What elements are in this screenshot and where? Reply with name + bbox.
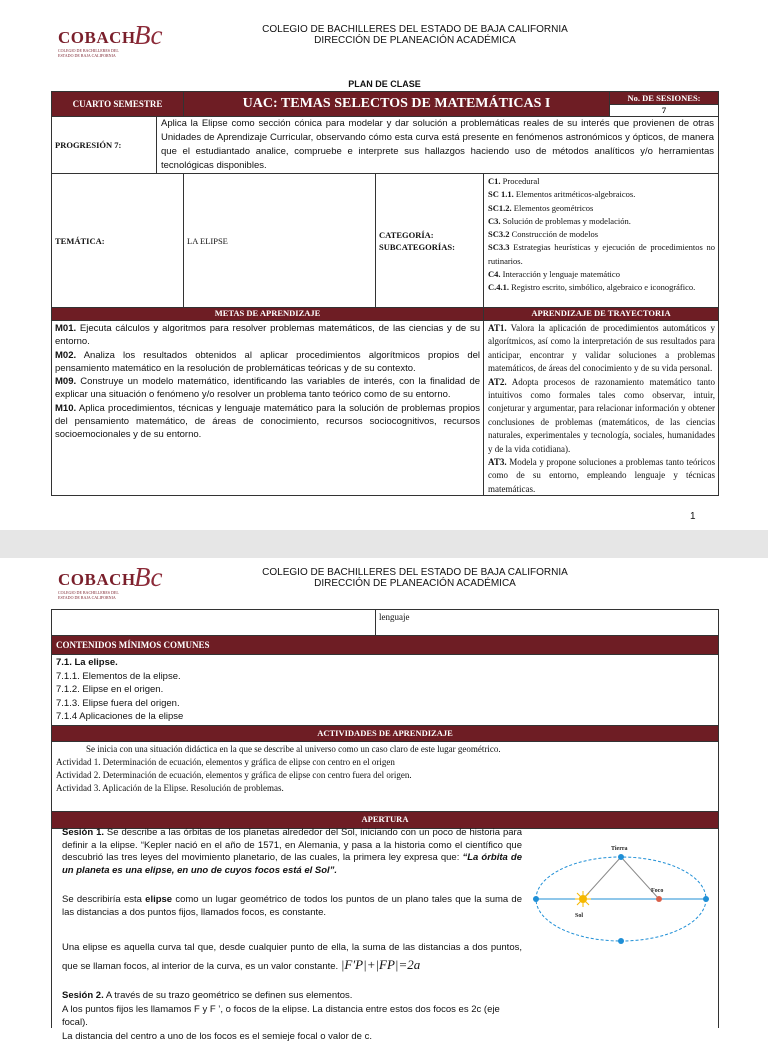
trayectoria-item: AT2. Adopta procesos de razonamiento matemático tanto intuitivos como formales tales como observar, intuir, conjeturar y argumentar, para relacionar información y obtener conclusiones de problemas (matemáticos, de las ciencias naturales, experimentales y tecnología, sociales, humanidades y de la vida cotidiana).: [488, 376, 716, 454]
category-item: SC 1.1. Elementos aritméticos-algebraicos.: [488, 189, 636, 200]
meta-item: M02. Analiza los resultados obtenidos al aplicar procedimientos algorítmicos propios del pensamiento matemático en la resolución de problemáticas teóricas y de su contexto.: [55, 349, 481, 374]
kepler-quote: “La órbita de un planeta es una elipse, en uno de cuyos focos está el Sol”.: [62, 852, 522, 876]
apertura-header: APERTURA: [52, 811, 719, 828]
categoria-label-cell: [376, 174, 484, 308]
meta-item: M01. Ejecuta cálculos y algoritmos para resolver problemas matemáticos, de las ciencias y de su entorno.: [55, 323, 481, 348]
logo-bc: Bc: [134, 562, 163, 592]
definition-paragraph: Una elipse es aquella curva tal que, desde cualquier punto de ella, la suma de las distancias a dos puntos, que se llaman focos, al interior de la curva, es un valor constante. |F′P|+|FP|=2a: [62, 942, 522, 972]
logo-bc: Bc: [134, 20, 163, 50]
category-item: SC3.3 Estrategias heurísticas y ejecución de procedimientos no rutinarios.: [488, 242, 716, 266]
category-item: C4. Interacción y lenguaje matemático: [488, 269, 620, 280]
orbit-diagram: [527, 841, 717, 946]
uac-cell: UAC: TEMAS SELECTOS DE MATEMÁTICAS I: [184, 92, 610, 117]
tematica-value: LA ELIPSE: [184, 174, 376, 308]
actividades-cell: [52, 741, 719, 811]
semester-cell: CUARTO SEMESTRE: [52, 92, 184, 117]
meta-item: M09. Construye un modelo matemático, identificando las variables de interés, con la finalidad de explicar una situación o fenómeno y/o resolver un problema tanto teórico como de su entorno.: [55, 376, 481, 401]
category-item: C.4.1. Registro escrito, simbólico, algebraico e iconográfico.: [488, 282, 696, 293]
actividad-item: Actividad 2. Determinación de ecuación, elementos y gráfica de elipse con centro fuera del origen.: [56, 770, 412, 781]
meta-item: M10. Aplica procedimientos, técnicas y lenguaje matemático para la solución de problemas propios del pensamiento matemático, de áreas de conocimiento, recursos sociocognitivos, recursos socioemocionales y de su entorno.: [55, 402, 481, 441]
page-number: 1: [690, 511, 696, 522]
trayectoria-item: AT1. Valora la aplicación de procedimientos automáticos y algorítmicos, así como la interpretación de sus resultados para anticipar, encontrar y validar soluciones a problemas matemáticos, de áreas del conocimiento y de su vida personal.: [488, 323, 716, 374]
plan-table: [51, 91, 719, 496]
category-item: C3. Solución de problemas y modelación.: [488, 215, 631, 226]
categories-cell: [484, 174, 719, 308]
categoria-label: CATEGORÍA:: [379, 229, 434, 240]
sesion-2-line2: A los puntos fijos les llamamos F y F ’, o focos de la elipse. La distancia entre estos dos focos es 2c (eje focal).: [62, 1003, 500, 1028]
logo-sub2: ESTADO DE BAJA CALIFORNIA: [58, 595, 116, 600]
describe-paragraph: Se describiría esta elipse como un lugar geométrico de todos los puntos de un plano tales que la suma de las distancias a dos puntos fijos, llamados focos, es constante.: [62, 894, 522, 918]
contenido-item: 7.1.3. Elipse fuera del origen.: [56, 697, 180, 709]
covertex-bottom: [618, 938, 624, 944]
vertex-left: [533, 896, 539, 902]
label-sol: Sol: [575, 913, 584, 919]
left-column: [62, 866, 522, 1043]
trayectoria-header: APRENDIZAJE DE TRAYECTORIA: [484, 308, 719, 321]
logo-sub1: COLEGIO DE BACHILLERES DEL: [58, 48, 119, 53]
header-text: [200, 567, 630, 589]
header-line2: DIRECCIÓN DE PLANEACIÓN ACADÉMICA: [314, 578, 516, 589]
actividades-intro: Se inicia con una situación didáctica en la que se describe al universo como un caso claro de este lugar geométrico.: [86, 743, 501, 754]
blank-cell: [52, 610, 376, 636]
actividad-item: Actividad 3. Aplicación de la Elipse. Resolución de problemas.: [56, 783, 284, 794]
focal-formula: |F′P|+|FP|=2a: [340, 957, 421, 972]
label-tierra: Tierra: [611, 846, 628, 852]
actividades-header: ACTIVIDADES DE APRENDIZAJE: [52, 725, 719, 741]
earth-point: [618, 854, 624, 860]
header-text: [200, 24, 630, 46]
metas-cell: [52, 321, 484, 496]
page-gap: [0, 530, 768, 558]
sesion-2-paragraph: Sesión 2. A través de su trazo geométrico se definen sus elementos. A los puntos fijos les llamamos F y F ’, o focos de la elipse. La distancia entre estos dos focos es 2c (eje focal). La distancia del centro a uno de los focos es el semieje focal o valor de c.: [62, 990, 500, 1042]
contenido-item: 7.1.1. Elementos de la elipse.: [56, 670, 181, 682]
plan-title: PLAN DE CLASE: [348, 79, 421, 89]
sun-icon: [575, 891, 591, 907]
trayectoria-item: AT3. Modela y propone soluciones a problemas tanto teóricos como de su entorno, empleando lenguaje y técnicas matemáticas.: [488, 457, 716, 494]
label-foco: Foco: [651, 888, 664, 894]
tematica-label: TEMÁTICA:: [52, 174, 184, 308]
trayectoria-cell: [484, 321, 719, 496]
progresion-text: Aplica la Elipse como sección cónica para modelar y dar solución a problemáticas reales de su interés que provienen de otras Unidades de Aprendizaje Curricular, observando cómo esta curva está presente en fenómenos astronómicos y ópticos, de manera que el estudiantado analice, compruebe e interprete sus hallazgos haciendo uso de métodos analíticos y/o herramientas tecnológicas disponibles.: [157, 117, 719, 174]
page-2: [0, 558, 768, 1042]
header-line2: DIRECCIÓN DE PLANEACIÓN ACADÉMICA: [314, 35, 516, 46]
sesion-2-line3: La distancia del centro a uno de los focos es el semieje focal o valor de c.: [62, 1030, 372, 1042]
vertex-right: [703, 896, 709, 902]
logo-sub1: COLEGIO DE BACHILLERES DEL: [58, 590, 119, 595]
sessions-label: No. DE SESIONES:: [627, 93, 701, 103]
category-item: C1. Procedural: [488, 176, 540, 186]
logo-word: COBACH: [58, 28, 136, 47]
progresion-label: PROGRESIÓN 7:: [52, 117, 157, 174]
focus-point: [656, 896, 662, 902]
contenido-item: 7.1.4 Aplicaciones de la elipse: [56, 711, 184, 722]
sesion-1-text: Se describe a las órbitas de los planetas alrededor del Sol, iniciando con un poco de historia para definir a la elipse. “Kepler nació en el año de 1571, en Alemania, y pasa a la historia como el científico que descubrió las tres leyes del movimiento planetario, de las cuales, la primera ley expresa que:: [62, 827, 522, 863]
category-item: SC3.2 Construcción de modelos: [488, 229, 599, 240]
category-item: SC1.2. Elementos geométricos: [488, 202, 594, 213]
contenidos-header: CONTENIDOS MÍNIMOS COMUNES: [52, 636, 719, 655]
sesion-1-label: Sesión 1.: [62, 827, 104, 838]
contenidos-title: 7.1. La elipse.: [56, 657, 118, 668]
cobach-logo: [58, 562, 163, 600]
contenido-item: 7.1.2. Elipse en el origen.: [56, 684, 164, 695]
metas-header: METAS DE APRENDIZAJE: [52, 308, 484, 321]
logo-word: COBACH: [58, 570, 136, 589]
actividad-item: Actividad 1. Determinación de ecuación, elementos y gráfica de elipse con centro en el origen: [56, 756, 395, 767]
sessions-value: 7: [610, 104, 718, 116]
subcategorias-label: SUBCATEGORÍAS:: [379, 241, 455, 252]
header-line1: COLEGIO DE BACHILLERES DEL ESTADO DE BAJA CALIFORNIA: [262, 567, 568, 578]
contenidos-cell: [52, 655, 719, 726]
carry-over-cell: lenguaje: [376, 610, 719, 636]
sessions-cell: [610, 92, 719, 117]
header-line1: COLEGIO DE BACHILLERES DEL ESTADO DE BAJA CALIFORNIA: [262, 24, 568, 35]
cobach-logo: [58, 20, 163, 58]
logo-sub2: ESTADO DE BAJA CALIFORNIA: [58, 53, 116, 58]
